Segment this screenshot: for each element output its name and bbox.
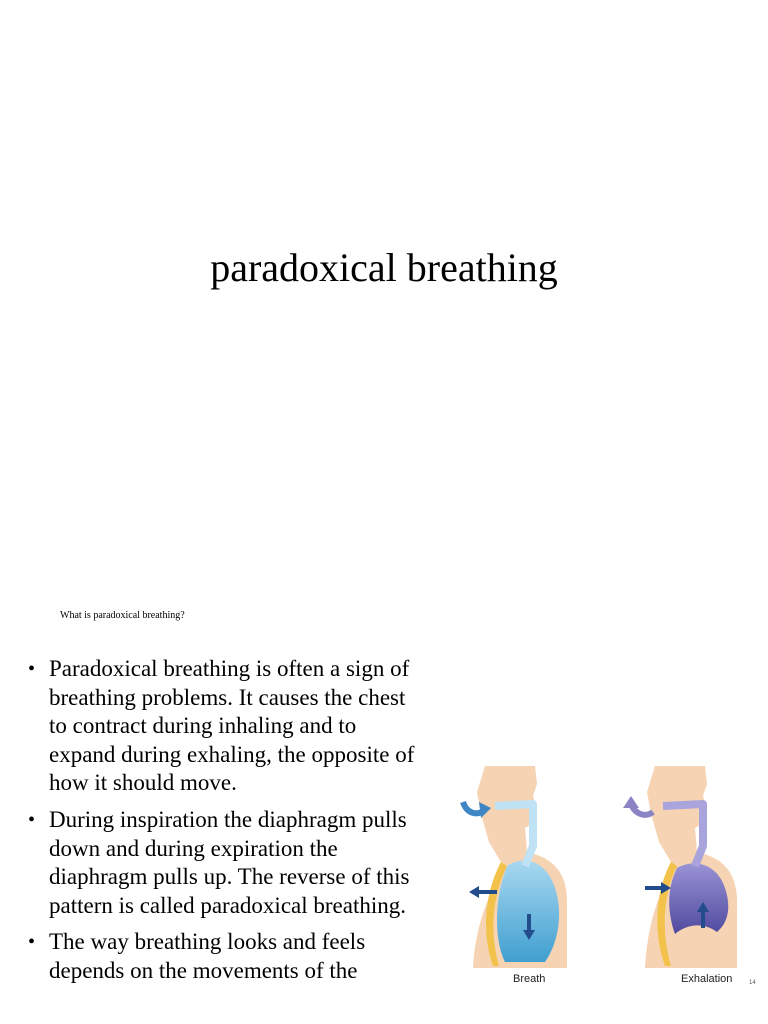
- slide-title: paradoxical breathing: [210, 245, 558, 290]
- inhale-figure: [463, 766, 567, 968]
- content-slide: [0, 576, 768, 1024]
- slide-heading: What is paradoxical breathing?: [60, 610, 185, 621]
- breath-label: Breath: [513, 973, 546, 985]
- exhale-figure: [623, 766, 737, 968]
- bullet-item: • Paradoxical breathing is often a sign of breathing problems. It causes the chest to contract during inhaling and to expand during exhaling, the opposite of how it should move.: [28, 655, 420, 798]
- bullet-list: [28, 655, 420, 994]
- inhale-chest-arrowhead: [469, 886, 479, 898]
- page-number: 14: [749, 980, 756, 986]
- exhale-flow-arrowhead: [623, 796, 639, 808]
- bullet-item: • During inspiration the diaphragm pulls down and during expiration the diaphragm pulls up. The reverse of this pattern is called paradoxical breathing.: [28, 806, 420, 920]
- bullet-item: • The way breathing looks and feels depends on the movements of the: [28, 928, 420, 985]
- exhalation-label: Exhalation: [681, 973, 733, 985]
- breathing-diagram: [455, 762, 768, 1024]
